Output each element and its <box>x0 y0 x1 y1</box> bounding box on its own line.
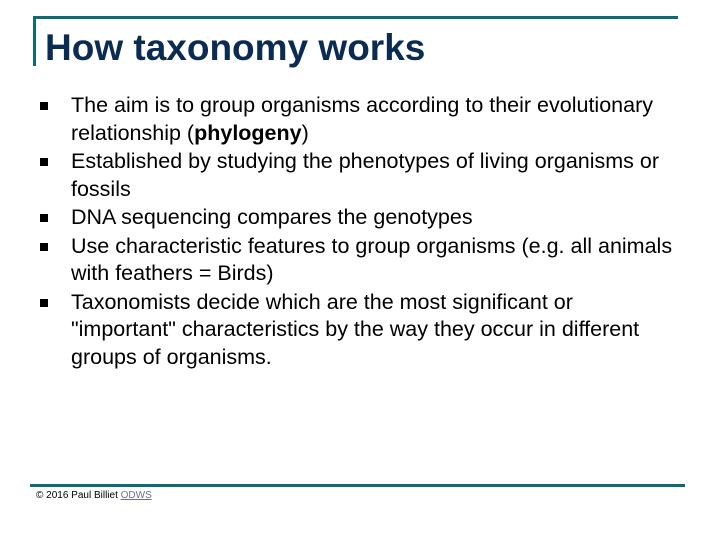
square-bullet-icon <box>40 299 48 307</box>
slide-title: How taxonomy works <box>45 27 426 68</box>
bullet-text: Established by studying the phenotypes of living organisms or fossils <box>71 149 660 201</box>
square-bullet-icon <box>40 102 48 110</box>
title-frame-top-rule <box>33 16 678 19</box>
bullet-text: The aim is to group organisms according to their evolutionary relationship ( <box>71 93 653 145</box>
bullet-text: Use characteristic features to group organisms (e.g. all animals with feathers = Birds) <box>71 233 673 285</box>
bullet-bold-term: phylogeny <box>194 120 302 145</box>
bullet-item <box>40 204 680 232</box>
copyright-text: © 2016 Paul Billiet <box>36 490 121 501</box>
bullet-item <box>40 148 680 203</box>
footer-rule <box>30 484 685 487</box>
square-bullet-icon <box>40 243 48 251</box>
bullet-item <box>40 233 680 288</box>
bullet-text-tail: ) <box>301 120 309 145</box>
odws-link[interactable]: ODWS <box>120 490 152 501</box>
bullet-text: DNA sequencing compares the genotypes <box>71 205 473 229</box>
title-frame-left-rule <box>33 16 36 66</box>
bullet-item <box>40 289 680 372</box>
bullet-text: Taxonomists decide which are the most significant or "important" characteristics by the way they occur in different groups of organisms. <box>71 289 640 369</box>
bullet-item <box>40 92 680 147</box>
square-bullet-icon <box>40 158 48 166</box>
copyright-footer <box>36 490 152 501</box>
square-bullet-icon <box>40 214 48 222</box>
bullet-list <box>40 92 680 372</box>
